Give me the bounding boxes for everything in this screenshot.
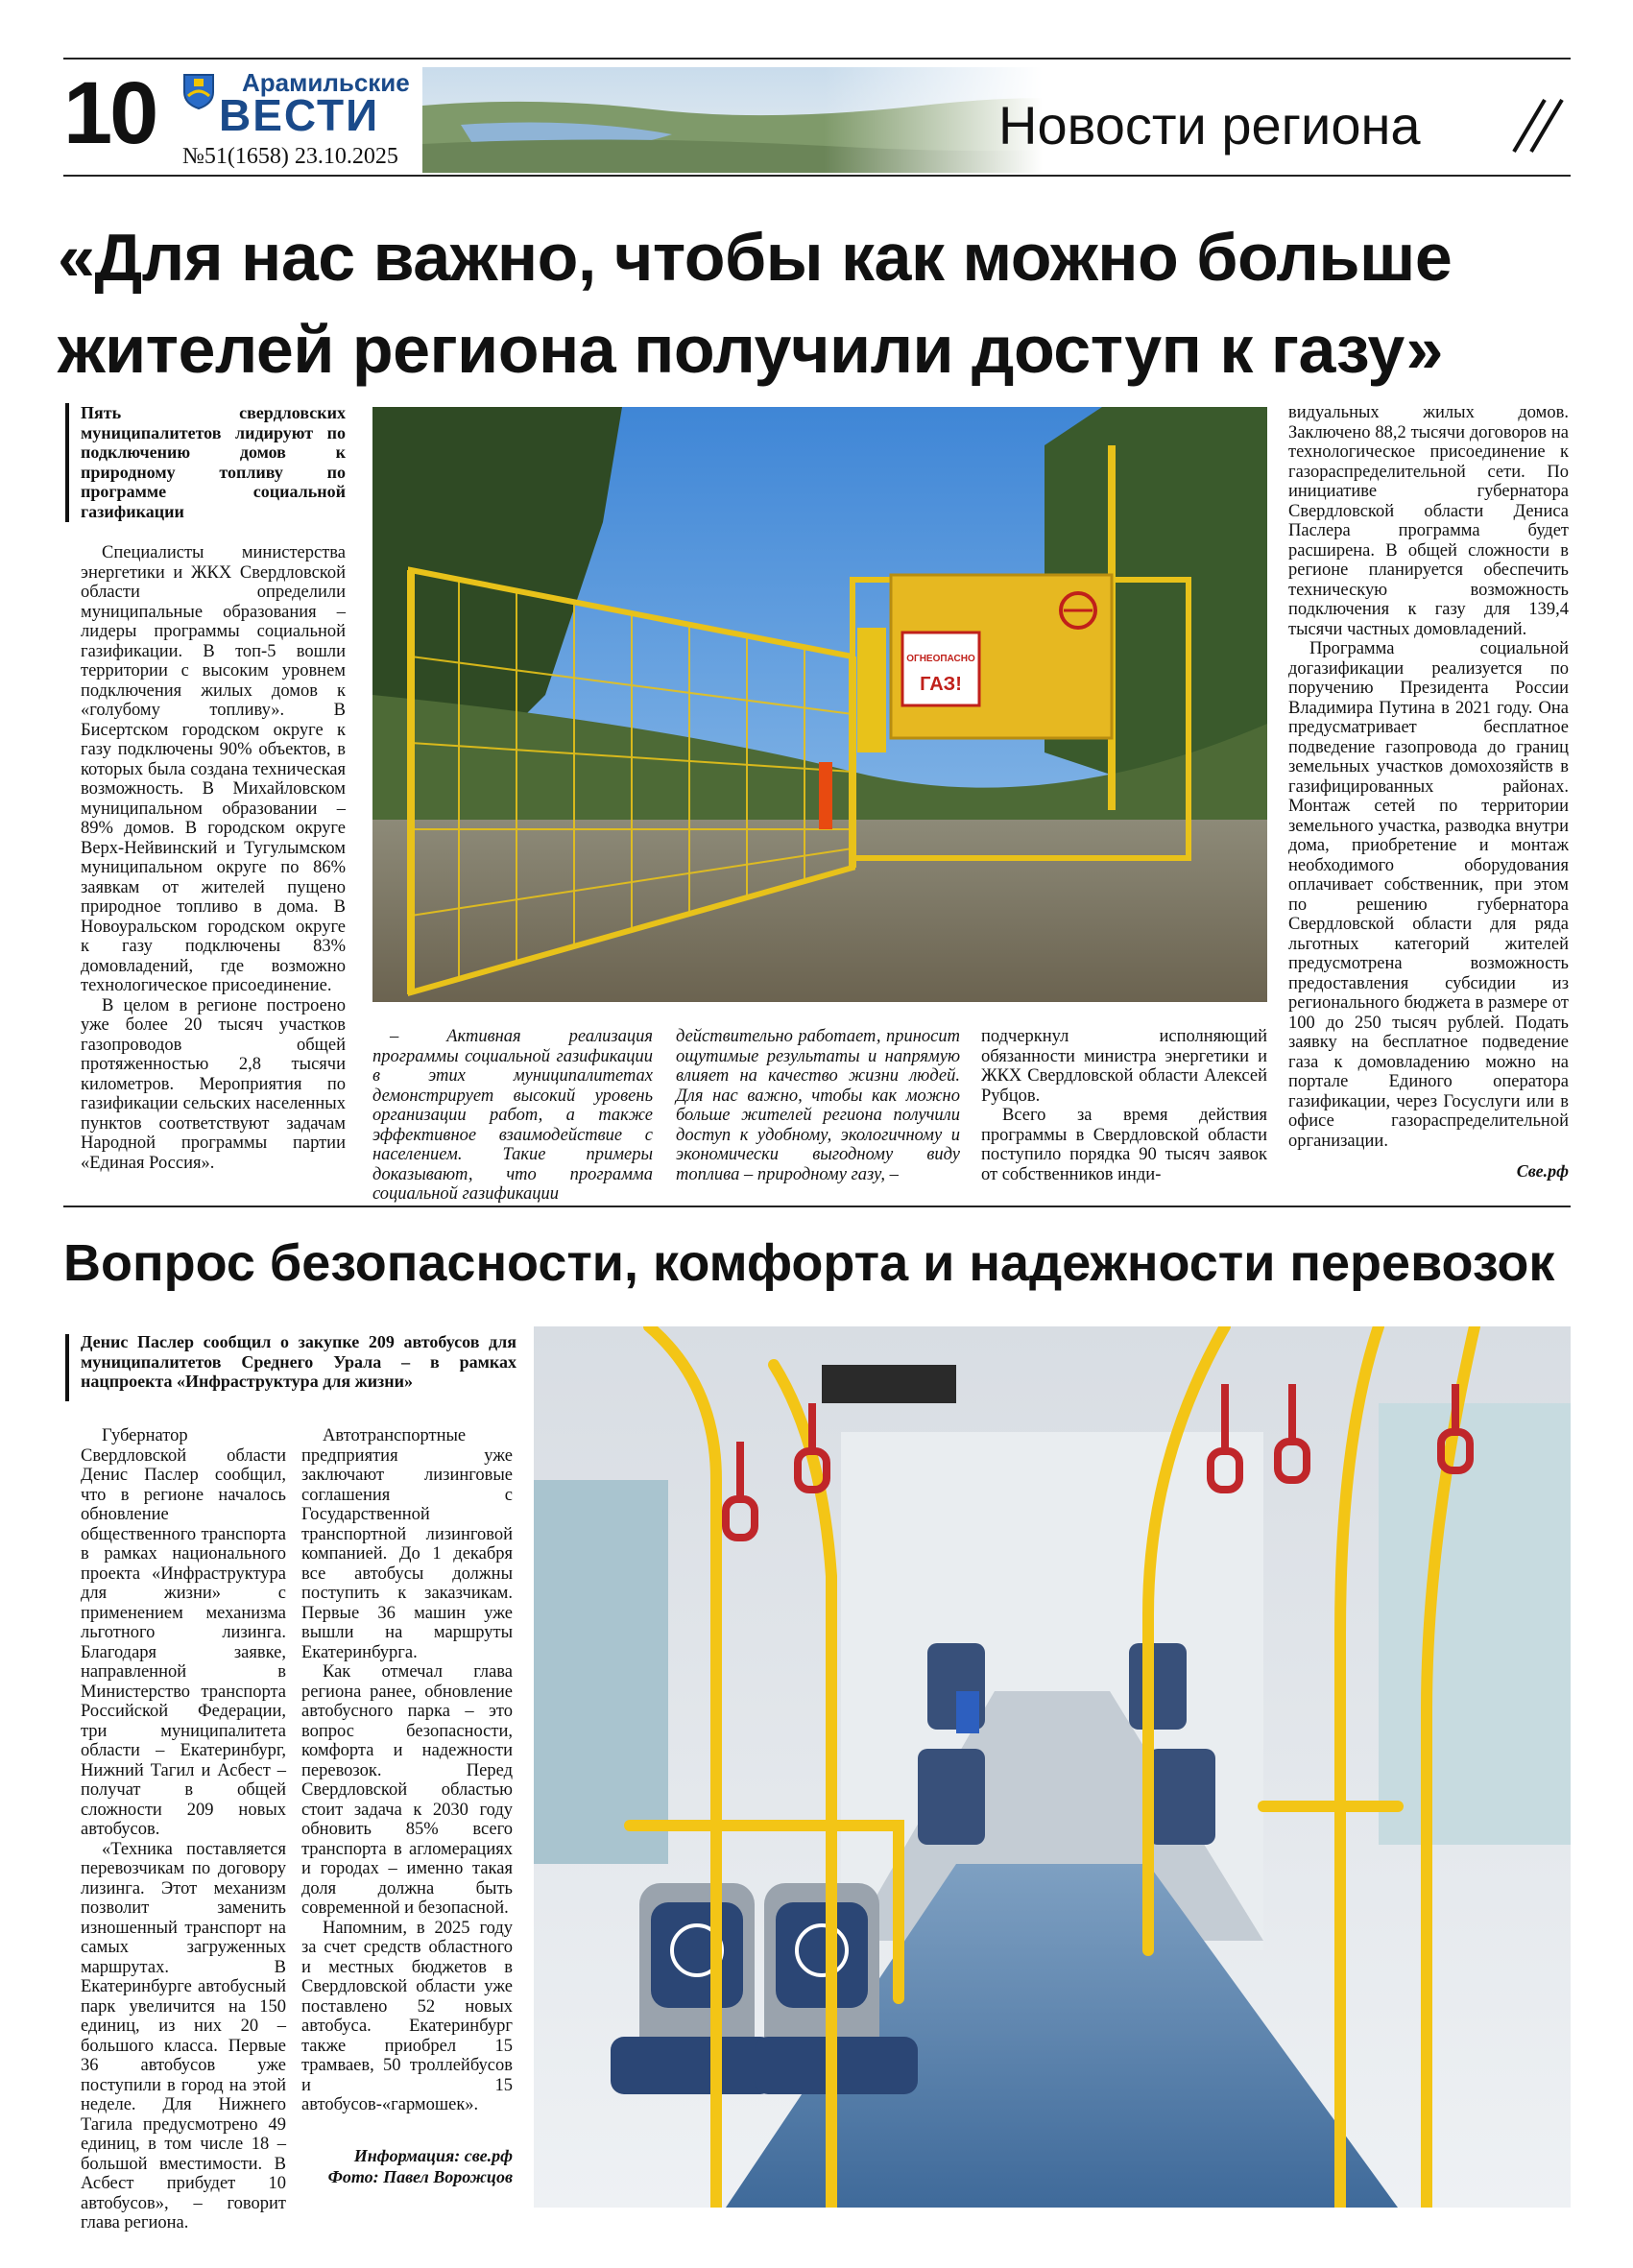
paragraph: Программа социальной догазификации реализуется по поручению Президента России Владимира Путина в 2021 году. Она предусматривает бесплатное подведение газопровода до границ земельных участков домохозяйств в газифицированных районах. Монтаж сетей по территории земельного участка, разводка внутри дома, приобретение и монтаж необходимого оборудования оплачивает собственник, при этом по решению губернатора Свердловской области для ряда льготных категорий жителей предусмотрена возможность предоставления субсидии из регионального бюджета в размере от 100 до 250 тысяч рублей. Подать заявку на бесплатное подведение газа к домовладению можно на портале Единого оператора газификации, через Госуслуги или в офисе газораспределительной организации. <box>1288 639 1569 1151</box>
article1-column-5 <box>1288 403 1569 1151</box>
brand-top: Арамильские <box>242 68 410 97</box>
section-divider <box>63 1206 1571 1207</box>
article2-credit-info: Информация: све.рф <box>353 2146 513 2165</box>
article1-column-1 <box>81 543 346 1173</box>
paragraph: В целом в регионе построено уже более 20 тысяч участков газопроводов общей протяженностью 2,8 тысячи километров. Мероприятия по газификации сельских населенных пунктов соответствуют задачам Народной программы партии «Единая Россия». <box>81 995 346 1173</box>
paragraph: Специалисты министерства энергетики и ЖКХ Свердловской области определили муниципальные образования – лидеры программы социальной газификации. В топ-5 вошли территории с высоким уровнем подключения жилых домов к «голубому топливу». В Бисертском городском округе к газу подключены 90% объектов, в которых была создана техническая возможность. В Михайловском муниципальном образовании – 89% домов. В городском округе Верх-Нейвинский и Тугулымском муниципальном округе по 86% заявкам от жителей пущено природное топливо в дома. В Новоуральском городском округе к газу подключены 83% домовладений, где возможно технологическое присоединение. <box>81 543 346 995</box>
gas-station-photo <box>372 407 1267 1002</box>
paragraph: действительно работает, приносит ощутимые результаты и напрямую влияет на качество жизни людей. Для нас важно, чтобы как можно больше жителей региона получили доступ к удобному, экологичному и экономически выгодному виду топлива – природному газу, – <box>676 1027 960 1184</box>
paragraph: подчеркнул исполняющий обязанности министра энергетики и ЖКХ Свердловской области Алексей Рубцов. <box>981 1027 1267 1106</box>
paragraph: Всего за время действия программы в Свердловской области поступило порядка 90 тысяч заявок от собственников инди- <box>981 1106 1267 1184</box>
lead-bar <box>65 403 69 522</box>
page-number: 10 <box>63 64 156 162</box>
double-slash-icon <box>1502 92 1570 159</box>
article2-headline: Вопрос безопасности, комфорта и надежности перевозок <box>63 1234 1555 1292</box>
article2-lead: Денис Паслер сообщил о закупке 209 автобусов для муниципалитетов Среднего Урала – в рамках нацпроекта «Инфраструктура для жизни» <box>81 1332 516 1391</box>
header-rule <box>63 175 1571 177</box>
sign-text-line1: ОГНЕОПАСНО <box>906 654 975 664</box>
article2-column-2 <box>301 1426 513 2115</box>
section-title: Новости региона <box>998 95 1421 155</box>
issue-number: №51(1658) 23.10.2025 <box>182 144 398 169</box>
paragraph: Как отмечал глава региона ранее, обновление автобусного парка – это вопрос безопасности, комфорта и надежности перевозок. Перед Свердловской областью стоит задача к 2030 году обновить 85% всего транспорта в агломерациях и городах – именно такая доля должна быть современной и безопасной. <box>301 1662 513 1918</box>
article1-headline: «Для нас важно, чтобы как можно больше жителей региона получили доступ к газу» <box>58 220 1453 387</box>
brand-logo: ВЕСТИ <box>219 90 380 140</box>
article1-lead: Пять свердловских муниципалитетов лидируют по подключению домов к природному топливу по программе социальной газификации <box>81 403 346 521</box>
paragraph: Автотранспортные предприятия уже заключают лизинговые соглашения с Государственной транспортной лизинговой компанией. До 1 декабря все автобусы должны поступить к заказчикам. Первые 36 машин уже вышли на маршруты Екатеринбурга. <box>301 1426 513 1662</box>
paragraph: Губернатор Свердловской области Денис Паслер сообщил, что в регионе началось обновление общественного транспорта в рамках национального проекта «Инфраструктура для жизни» с применением механизма льготного лизинга. Благодаря заявке, направленной в Министерство транспорта Российской Федерации, три муниципалитета области – Екатеринбург, Нижний Тагил и Асбест – получат в общей сложности 209 новых автобусов. <box>81 1426 286 1839</box>
article2-credit-photo: Фото: Павел Ворожцов <box>327 2167 513 2186</box>
top-rule <box>63 58 1571 60</box>
article1-credit: Све.рф <box>1516 1161 1569 1181</box>
article2-column-1 <box>81 1426 286 2233</box>
article1-column-4 <box>981 1027 1267 1184</box>
article1-column-2 <box>372 1027 653 1205</box>
sign-text-line2: ГАЗ! <box>920 674 962 695</box>
lead-bar <box>65 1334 69 1401</box>
paragraph: Напомним, в 2025 году за счет средств областного и местных бюджетов в Свердловской области уже поставлено 52 новых автобуса. Екатеринбург также приобрел 15 трамваев, 50 троллейбусов и 15 автобусов-«гармошек». <box>301 1918 513 2114</box>
article1-column-3 <box>676 1027 960 1184</box>
paragraph: «Техника поставляется перевозчикам по договору лизинга. Этот механизм позволит заменить изношенный транспорт на самых загруженных маршрутах. В Екатеринбурге автобусный парк увеличится на 150 единиц, из них 20 – большого класса. Первые 36 автобусов уже поступили в город на этой неделе. Для Нижнего Тагила предусмотрено 49 единиц, в том числе 18 – большой вместимости. В Асбест прибудет 10 автобусов», – говорит глава региона. <box>81 1839 286 2232</box>
bus-interior-photo <box>534 1326 1571 2208</box>
city-crest-icon <box>182 71 215 109</box>
paragraph: – Активная реализация программы социальной газификации в этих муниципалитетах демонстрирует высокий уровень организации работ, а также эффективное взаимодействие с населением. Такие примеры доказывают, что программа социальной газификации <box>372 1027 653 1204</box>
paragraph: видуальных жилых домов. Заключено 88,2 тысячи договоров на технологическое присоединение к газораспределительной сети. По инициативе губернатора Свердловской области Дениса Паслера программа будет расширена. В общей сложности в регионе планируется обеспечить техническую возможность подключения к газу для 139,4 тысячи частных домовладений. <box>1288 403 1569 639</box>
